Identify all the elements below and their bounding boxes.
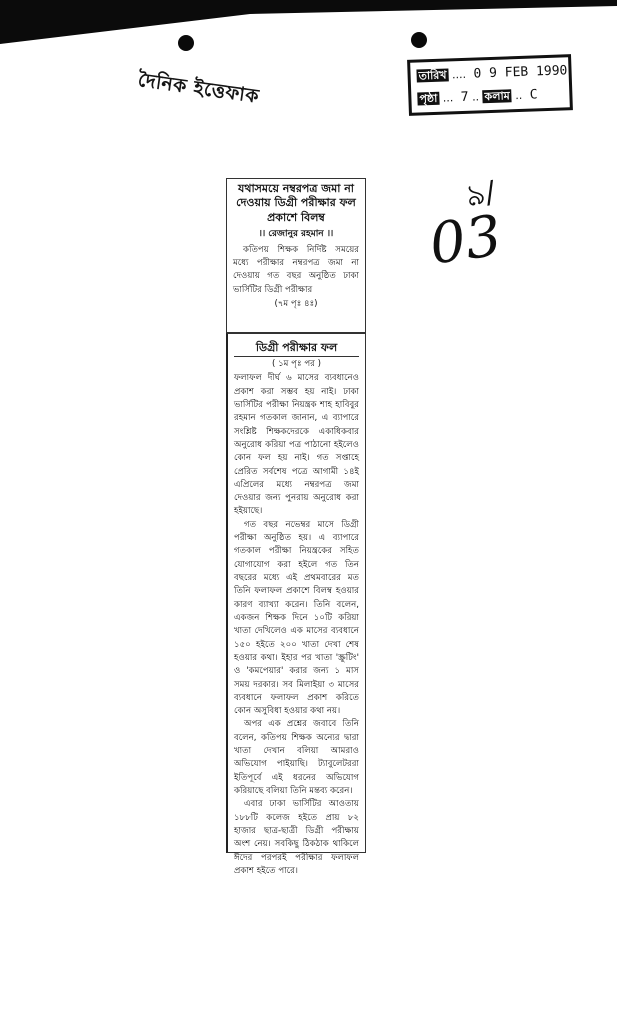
continued-from-label: ( ১ম পৃঃ পর )	[272, 359, 321, 370]
article-headline: যথাসময়ে নম্বরপত্র জমা না দেওয়ায় ডিগ্রী পরীক্ষার ফল প্রকাশে বিলম্ব	[236, 182, 356, 224]
newspaper-masthead: দৈনিক ইত্তেফাক	[136, 68, 261, 108]
article-paragraph: গত বছর নভেম্বর মাসে ডিগ্রী পরীক্ষা অনুষ্ঠিত হয়। এ ব্যাপারে গতকাল পরীক্ষা নিয়ন্ত্রকের সহিত যোগাযোগ করা হইলে গত তিন বছরের মধ্যে এই প্রথমবারের মত তিনি ফলাফল প্রকাশে বিলম্ব হওয়ার কারণ ব্যাখ্যা করেন। তিনি বলেন, একজন শিক্ষক দিনে ১০টি করিয়া খাতা দেখিলেও এক মাসের ব্যবধানে ১৫০ হইতে ২০০ খাতা দেখা শেষ হওয়ার কথা। ইহার পর খাতা 'স্ক্রুটিং' ও 'কমপেয়ার' করার জন্য ১ মাস সময় দরকার। সব মিলাইয়া ৩ মাসের ব্যবধানে ফলাফল প্রকাশ করিতে কোন অসুবিধা হওয়ার কথা নয়।	[234, 519, 359, 717]
stamp-page-label: পৃষ্ঠা	[419, 91, 438, 106]
stamp-column-value: C	[529, 87, 538, 103]
article-paragraph: অপর এক প্রশ্নের জবাবে তিনি বলেন, কতিপয় শিক্ষক অন্যের দ্বারা খাতা দেখান বলিয়া আমরাও অভিযোগ পাইয়াছি। ট্যাবুলেটররা ইতিপূর্বে এই ধরনের অভিযোগ করিয়াছে বলিয়া তিনি মন্তব্য করেন।	[234, 719, 359, 797]
article-paragraph: ফলাফল দীর্ঘ ৬ মাসের ব্যবধানেও প্রকাশ করা সম্ভব হয় নাই। ঢাকা ভার্সিটির পরীক্ষা নিয়ন্ত্রক শাহ হাবিবুর রহমান গতকাল জানান, এ ব্যাপারে সংশ্লিষ্ট শিক্ষকদেরকে একাধিকবার অনুরোধ করিয়া পত্র পাঠানো হইলেও কোন ফল হয় নাই। গত সপ্তাহে প্রেরিত সর্বশেষ পত্রে আগামী ১৪ই এপ্রিলের মধ্যে নম্বরপত্র জমা দেওয়ার জন্য পুনরায় অনুরোধ করা হইয়াছে।	[234, 373, 359, 517]
handwritten-mark-top: ৯/	[463, 174, 499, 215]
article-paragraph: এবার ঢাকা ভার্সিটির আওতায় ১৮৮টি কলেজ হইতে প্রায় ৮২ হাজার ছাত্র-ছাত্রী ডিগ্রী পরীক্ষায় অংশ নেয়। সবকিছু ঠিকঠাক থাকিলে ঈদের পরপরই পরীক্ষার ফলাফল প্রকাশ হইতে পারে।	[234, 799, 359, 876]
handwritten-number: 03	[425, 203, 506, 278]
stamp-page-value: 7	[460, 89, 469, 106]
punch-hole-right	[411, 32, 427, 48]
article-jump-reference: (৭ম পৃঃ ৪ঃ)	[274, 299, 318, 310]
news-clipping-front	[226, 178, 366, 333]
stamp-column-label: কলাম	[484, 89, 510, 104]
stamp-date-value: 0 9 FEB 1990	[473, 63, 568, 82]
punch-hole-left	[178, 35, 194, 51]
date-stamp: তারিখ .... 0 9 FEB 1990 পৃষ্ঠা ... 7 .. কলাম .. C	[407, 54, 573, 116]
handwritten-annotation	[425, 170, 520, 280]
article-byline: ।। রেজানুর রহমান ।।	[258, 228, 334, 239]
article-lead: কতিপয় শিক্ষক নির্দিষ্ট সময়ের মধ্যে পরীক্ষার নম্বরপত্র জমা না দেওয়ায় গত বছর অনুষ্ঠিত ঢাকা ভার্সিটির ডিগ্রী পরীক্ষার	[233, 244, 359, 295]
news-clipping-continued	[226, 333, 366, 876]
stamp-date-label: তারিখ	[418, 68, 447, 83]
continued-headline: ডিগ্রী পরীক্ষার ফল	[234, 339, 359, 357]
